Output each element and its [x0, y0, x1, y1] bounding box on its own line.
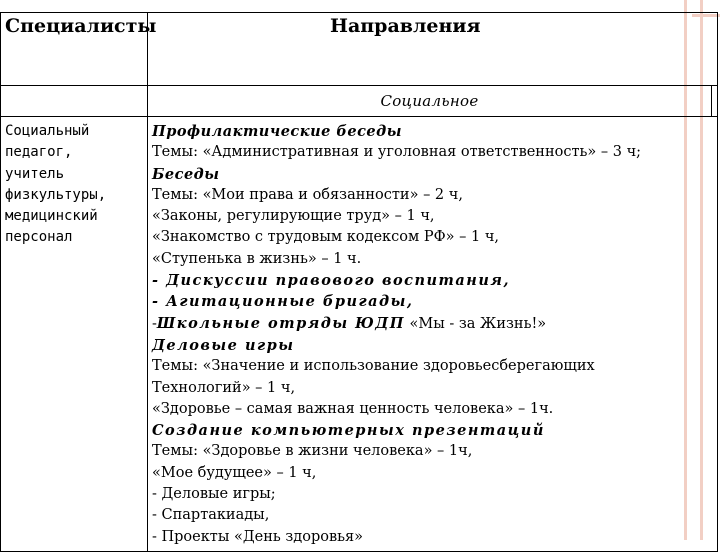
- heading-discussions: - Дискуссии правового воспитания,: [152, 272, 510, 290]
- header-directions: Направления: [148, 13, 718, 86]
- directions-content-cell: [148, 117, 718, 552]
- header-row: [1, 13, 718, 86]
- subheader-social: Социальное: [148, 86, 712, 117]
- plan-table: [0, 12, 718, 552]
- heading-talks: Беседы: [152, 165, 220, 183]
- content-line: - Деловые игры;: [152, 486, 276, 503]
- content-line: Темы: «Здоровье в жизни человека» – 1ч,: [152, 443, 473, 460]
- specialist-line: учитель: [5, 165, 65, 182]
- heading-presentations: Создание компьютерных презентаций: [152, 422, 545, 440]
- specialist-line: Социальный: [5, 123, 90, 139]
- content-line: «Знакомство с трудовым кодексом РФ» – 1 ч,: [152, 229, 500, 246]
- content-line-yudp: [152, 313, 713, 335]
- content-line: Темы: «Мои права и обязанности» – 2 ч,: [152, 186, 463, 203]
- subheader-row: [1, 86, 718, 117]
- header-blank-cell: [1, 86, 148, 117]
- content-line: Темы: «Административная и уголовная ответственность» – 3 ч;: [152, 144, 642, 161]
- content-line: «Ступенька в жизнь» – 1 ч.: [152, 250, 362, 267]
- content-line: Темы: «Значение и использование здоровьесберегающих: [152, 358, 595, 375]
- heading-prevention-talks: Профилактические беседы: [152, 123, 402, 140]
- specialists-cell: [1, 117, 148, 552]
- content-line: - Спартакиады,: [152, 507, 270, 524]
- dash: -: [152, 315, 157, 332]
- content-line: «Здоровье – самая важная ценность человека» – 1ч.: [152, 400, 554, 417]
- heading-school-teams: Школьные отряды ЮДП: [156, 314, 405, 332]
- content-line: - Проекты «День здоровья»: [152, 528, 364, 545]
- specialist-line: персонал: [5, 229, 73, 246]
- specialist-line: педагог,: [5, 144, 73, 161]
- heading-agitation-teams: - Агитационные бригады,: [152, 293, 414, 311]
- content-line: Технологий» – 1 ч,: [152, 379, 296, 396]
- edge-cell: [712, 86, 718, 117]
- heading-business-games: Деловые игры: [152, 336, 295, 354]
- body-row: [1, 117, 718, 552]
- content-line: «Мое будущее» – 1 ч,: [152, 464, 317, 481]
- content-text: «Мы - за Жизнь!»: [404, 315, 547, 332]
- content-line: «Законы, регулирующие труд» – 1 ч,: [152, 208, 435, 225]
- header-specialists: Специалисты: [1, 13, 148, 86]
- specialist-line: физкультуры,: [5, 186, 107, 203]
- specialist-line: медицинский: [5, 208, 98, 225]
